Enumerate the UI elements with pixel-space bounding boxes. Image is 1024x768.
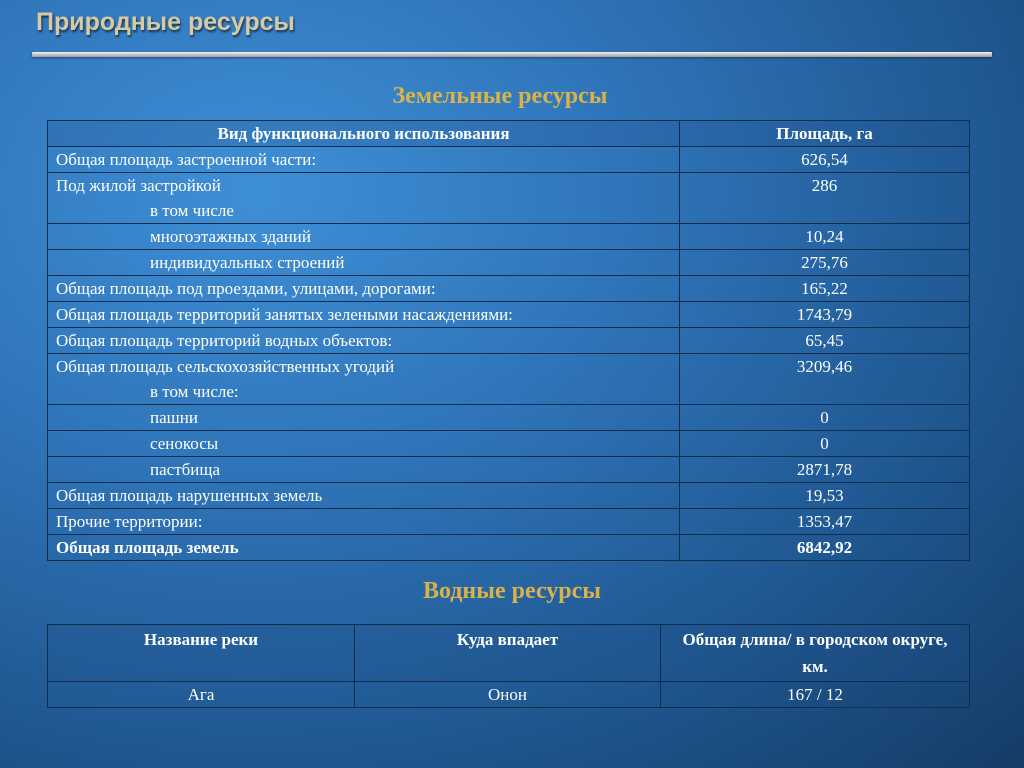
row-label: индивидуальных строений — [48, 250, 680, 276]
column-header-river-name: Название реки — [48, 625, 355, 682]
table-row — [48, 457, 970, 483]
river-mouth: Онон — [355, 682, 661, 708]
land-resources-title: Земельные ресурсы — [392, 83, 608, 109]
table-row — [48, 431, 970, 457]
row-label: Общая площадь территорий занятых зелеными насаждениями: — [48, 302, 680, 328]
total-value: 6842,92 — [680, 535, 970, 561]
row-label: Общая площадь нарушенных земель — [48, 483, 680, 509]
row-label-cell — [48, 173, 680, 224]
row-sublabel: в том числе — [150, 201, 234, 220]
table-row — [48, 405, 970, 431]
table-row — [48, 224, 970, 250]
land-resources-table — [47, 120, 970, 561]
table-total-row — [48, 535, 970, 561]
row-label: пастбища — [48, 457, 680, 483]
table-header-row — [48, 121, 970, 147]
column-header-usage: Вид функционального использования — [48, 121, 680, 147]
water-resources-title: Водные ресурсы — [422, 578, 602, 604]
row-sublabel: в том числе: — [150, 382, 239, 401]
row-value: 10,24 — [680, 224, 970, 250]
row-value: 1353,47 — [680, 509, 970, 535]
row-value: 0 — [680, 405, 970, 431]
column-header-area: Площадь, га — [680, 121, 970, 147]
table-header-row — [48, 625, 970, 682]
table-row — [48, 173, 970, 224]
row-label: сенокосы — [48, 431, 680, 457]
table-row — [48, 147, 970, 173]
row-label: пашни — [48, 405, 680, 431]
row-value: 3209,46 — [680, 354, 970, 405]
table-row — [48, 682, 970, 708]
row-value: 2871,78 — [680, 457, 970, 483]
column-header-mouth: Куда впадает — [355, 625, 661, 682]
row-label: многоэтажных зданий — [48, 224, 680, 250]
row-value: 286 — [680, 173, 970, 224]
table-row — [48, 354, 970, 405]
river-name: Ага — [48, 682, 355, 708]
table-row — [48, 509, 970, 535]
row-value: 275,76 — [680, 250, 970, 276]
row-value: 0 — [680, 431, 970, 457]
slide-title: Природные ресурсы — [36, 8, 295, 36]
table-row — [48, 250, 970, 276]
river-length: 167 / 12 — [661, 682, 970, 708]
title-divider — [32, 52, 992, 57]
table-row — [48, 276, 970, 302]
row-value: 165,22 — [680, 276, 970, 302]
row-label-cell — [48, 354, 680, 405]
row-label: Общая площадь территорий водных объектов: — [48, 328, 680, 354]
row-value: 19,53 — [680, 483, 970, 509]
row-value: 1743,79 — [680, 302, 970, 328]
water-resources-table — [47, 624, 970, 708]
row-label: Под жилой застройкой — [56, 176, 221, 195]
row-label: Общая площадь сельскохозяйственных угодий — [56, 357, 395, 376]
row-value: 65,45 — [680, 328, 970, 354]
row-label: Прочие территории: — [48, 509, 680, 535]
table-row — [48, 328, 970, 354]
row-label: Общая площадь застроенной части: — [48, 147, 680, 173]
total-label: Общая площадь земель — [48, 535, 680, 561]
table-row — [48, 302, 970, 328]
row-label: Общая площадь под проездами, улицами, дорогами: — [48, 276, 680, 302]
row-value: 626,54 — [680, 147, 970, 173]
table-row — [48, 483, 970, 509]
column-header-length: Общая длина/ в городском округе, км. — [661, 625, 970, 682]
